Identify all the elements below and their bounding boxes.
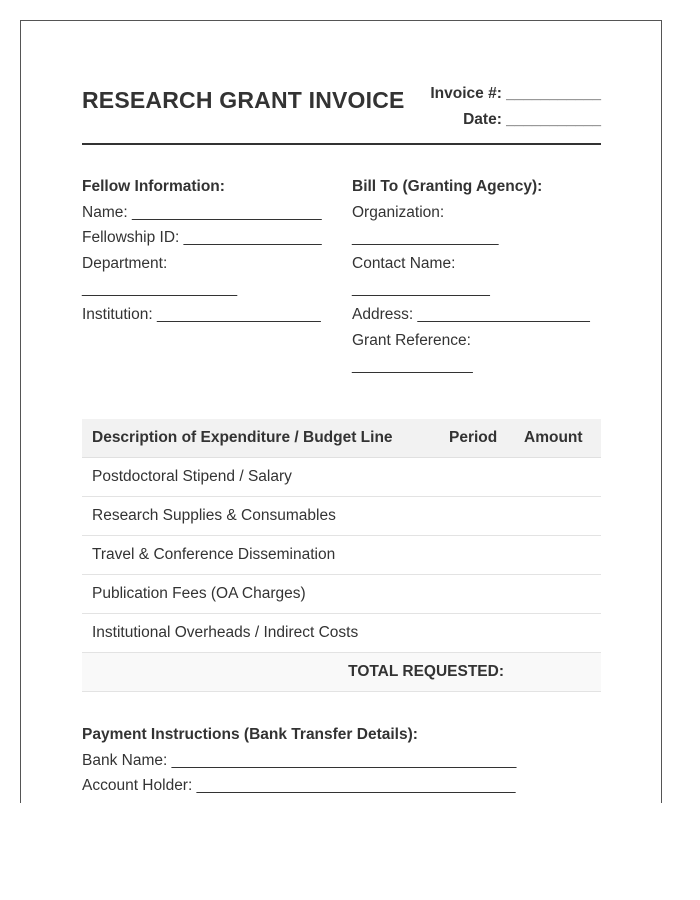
invoice-sheet — [20, 20, 662, 803]
department-label: Department: — [82, 255, 168, 272]
contact-name-line: ________________ — [352, 280, 490, 297]
total-requested-label: TOTAL REQUESTED: — [348, 663, 504, 680]
fellowship-id-field: Fellowship ID: ________________ — [82, 229, 322, 246]
address-field: Address: ____________________ — [352, 306, 590, 323]
table-row — [82, 614, 601, 653]
department-line: __________________ — [82, 280, 238, 297]
grant-reference-line: ______________ — [352, 357, 473, 374]
row-description: Travel & Conference Dissemination — [92, 546, 336, 563]
row-description: Research Supplies & Consumables — [92, 507, 336, 524]
document-title: RESEARCH GRANT INVOICE — [82, 87, 405, 113]
institution-field: Institution: ___________________ — [82, 306, 321, 323]
contact-name-label: Contact Name: — [352, 255, 456, 272]
row-description: Publication Fees (OA Charges) — [92, 585, 306, 602]
table-row — [82, 536, 601, 575]
payment-instructions-heading: Payment Instructions (Bank Transfer Details): — [82, 726, 418, 743]
bill-to-heading: Bill To (Granting Agency): — [352, 178, 543, 195]
fellow-info-heading: Fellow Information: — [82, 178, 225, 195]
organization-line: _________________ — [352, 229, 499, 246]
table-row — [82, 458, 601, 497]
header-divider — [82, 143, 601, 145]
header-amount: Amount — [524, 429, 583, 446]
table-row — [82, 575, 601, 614]
header-period: Period — [449, 429, 498, 446]
invoice-date-field: Date: ___________ — [463, 111, 601, 128]
row-description: Institutional Overheads / Indirect Costs — [92, 624, 359, 641]
account-holder-field: Account Holder: _____________________________________ — [82, 777, 516, 794]
table-row — [82, 497, 601, 536]
total-row — [82, 653, 601, 692]
organization-label: Organization: — [352, 204, 445, 221]
table-header-row — [82, 419, 601, 458]
bank-name-field: Bank Name: ________________________________________ — [82, 752, 517, 769]
row-description: Postdoctoral Stipend / Salary — [92, 468, 292, 485]
grant-reference-label: Grant Reference: — [352, 332, 471, 349]
fellow-name-field: Name: ______________________ — [82, 204, 322, 221]
invoice-number-field: Invoice #: ___________ — [430, 85, 601, 102]
header-description: Description of Expenditure / Budget Line — [92, 429, 393, 446]
